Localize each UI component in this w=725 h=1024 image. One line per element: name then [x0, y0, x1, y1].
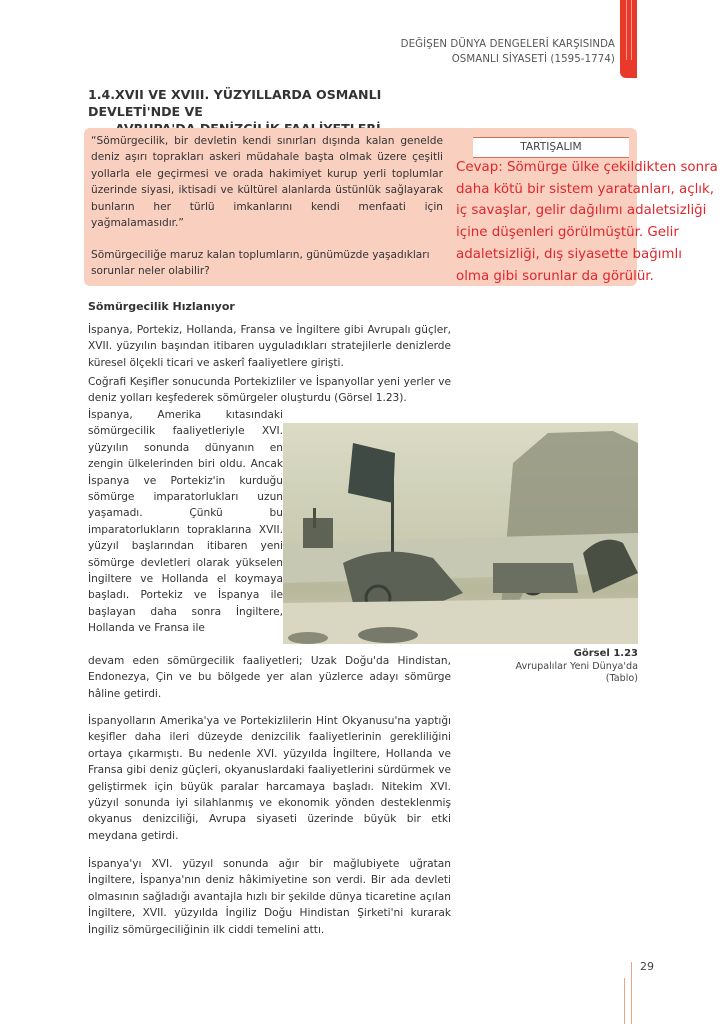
figure-title: Görsel 1.23 [573, 648, 638, 659]
discussion-label: TARTIŞALIM [473, 137, 629, 158]
page-rule-right [631, 962, 632, 1024]
historical-painting-image [283, 423, 638, 644]
paragraph-3: İspanyolların Amerika'ya ve Portekizlilerin Hint Okyanusu'na yaptığı keşifler daha ileri düzeyde denizcilik faaliyetlerinin gerekliliğini ortaya çıkarmıştı. Bu nedenle XVI. yüzyılda İngiltere, Hollanda ve Fransa gibi deniz güçleri, okyanuslardaki faaliyetlerini sürdürmek ve geliştirmek için büyük paralar harcamaya başladı. Nitekim XVI. yüzyıl sonunda iyi silahlanmış ve ekonomik yönden desteklenmiş okyanus denizciliği, Avrupa siyaseti üzerinde büyük bir etki meydana getirdi. [88, 715, 451, 842]
running-head [401, 37, 615, 67]
page-rule-left [624, 978, 625, 1024]
discussion-question: Sömürgeciliğe maruz kalan toplumların, günümüzde yaşadıkları sorunlar neler olabilir? [91, 249, 430, 278]
paragraph-2-wrapped: İspanya, Amerika kıtasındaki sömürgecilik faaliyetleriyle XVI. yüzyılın sonunda dünyanın en zengin ülkelerinden biri oldu. Ancak İspanya ve Portekiz'in kurduğu sömürge imparatorlukları uzun yaşamadı. Çünkü bu imparatorlukların topraklarına XVII. yüzyıl başlarından itibaren yeni sömürge devletleri olarak yükselen İngiltere ve Hollanda el koymaya başladı. Portekiz ve İspanya ile başlayan daha sonra İngiltere, Hollanda ve Fransa ile [88, 409, 283, 635]
paragraph-1: İspanya, Portekiz, Hollanda, Fransa ve İngiltere gibi Avrupalı güçler, XVII. yüzyılın başından itibaren uyguladıkları stratejilerle denizlerde küresel ölçekli ticari ve askerî faaliyetlere girişti. [88, 324, 451, 369]
figure-caption [515, 648, 638, 686]
discussion-quote: “Sömürgecilik, bir devletin kendi sınırları dışında kalan genelde deniz aşırı toprakları askeri müdahale başta olmak üzere çeşitli yollarla ele geçirmesi ve orada hakimiyet kurup yerli toplumlar üzerinde siyasi, iktisadi ve kültürel alanlarda üstünlük sağlayarak bunların her türlü imkanlarını kendi menfaati için yağmalamasıdır.” [91, 135, 443, 230]
figure-caption-line1: Avrupalılar Yeni Dünya'da [515, 660, 638, 672]
paragraph-2-continued: devam eden sömürgecilik faaliyetleri; Uzak Doğu'da Hindistan, Endonezya, Çin ve bu bölgede yer alan yüzlerce adayı sömürge hâline getirdi. [88, 655, 451, 700]
section-number: 1.4. [88, 87, 116, 102]
painting-illustration [283, 423, 638, 644]
subheading: Sömürgecilik Hızlanıyor [88, 300, 235, 313]
section-title-line1: XVII VE XVIII. YÜZYILLARDA OSMANLI DEVLETİ'NDE VE [88, 87, 382, 119]
paragraph-4: İspanya'yı XVI. yüzyıl sonunda ağır bir mağlubiyete uğratan İngiltere, İspanya'nın deniz hâkimiyetine son verdi. Bir ada devleti olmasının sağladığı avantajla hızlı bir şekilde dünya ticaretine açılan İngiltere, XVII. yüzyılda İngiliz Doğu Hindistan Şirketi'ni kurarak İngiliz sömürgeciliğinin ilk ciddi temelini attı. [88, 858, 451, 936]
chapter-tab-marker [620, 0, 637, 78]
running-head-line2: OSMANLI SİYASETİ (1595-1774) [451, 54, 615, 65]
page-number: 29 [640, 960, 654, 973]
running-head-line1: DEĞİŞEN DÜNYA DENGELERİ KARŞISINDA [400, 39, 615, 50]
figure-caption-line2: (Tablo) [605, 673, 638, 684]
paragraph-2-intro: Coğrafi Keşifler sonucunda Portekizliler ve İspanyollar yeni yerler ve deniz yolları keşfederek sömürgeler oluşturdu (Görsel 1.23). [88, 376, 451, 405]
handwritten-answer: Cevap: Sömürge ülke çekildikten sonra daha kötü bir sistem yaratanları, açlık, iç savaşlar, gelir dağılımı adaletsizliği içine düşenleri görülmüştür. Gelir adaletsizliği, dış siyasette bağımlı olma gibi sorunlar da görülür. [456, 160, 718, 284]
